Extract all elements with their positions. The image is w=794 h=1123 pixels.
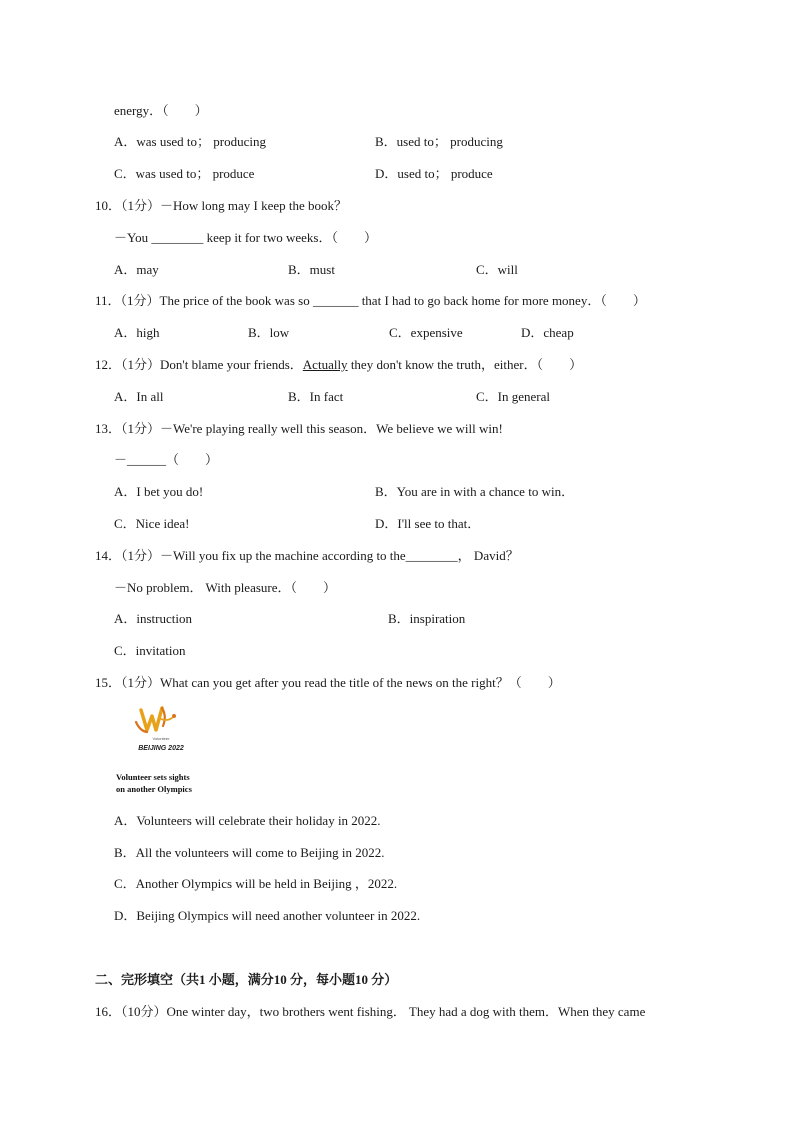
q12-option-a: A．In all [114, 389, 164, 404]
q13-option-a: A．I bet you do! [114, 484, 204, 499]
q15-option-a: A．Volunteers will celebrate their holiday in 2022. [114, 813, 381, 828]
logo-small-text: Volunteer [152, 736, 170, 741]
q10-option-a: A．may [114, 262, 159, 277]
q13-line2: －______（ ） [114, 452, 219, 467]
q14-option-c: C．invitation [114, 643, 186, 658]
q13-option-d: D．I'll see to that． [375, 516, 481, 531]
q9-option-c: C．was used to； produce [114, 166, 255, 181]
q12-stem [95, 357, 582, 373]
q14-line2: －No problem． With pleasure．（ ） [114, 580, 337, 595]
logo-brand-text: BEIJING 2022 [138, 745, 184, 752]
q14-option-b: B．inspiration [388, 611, 466, 626]
q15-option-c: C．Another Olympics will be held in Beijing ，2022. [114, 876, 398, 891]
q15-option-b: B．All the volunteers will come to Beijing in 2022. [114, 845, 385, 860]
q9-option-b: B．used to； producing [375, 134, 503, 149]
q10-option-b: B．must [288, 262, 335, 277]
section-heading: 二、完形填空（共1 小题，满分10 分，每小题10 分） [95, 972, 398, 987]
q12-stem-after: they don't know the truth，either．（ ） [347, 357, 583, 372]
news-headline-line2: on another Olympics [116, 784, 192, 794]
q10-line2: －You ________ keep it for two weeks．（ ） [114, 230, 377, 245]
q9-option-a: A．was used to； producing [114, 134, 267, 149]
q9-stem-tail: energy．（ ） [114, 103, 208, 118]
q11-stem: 11．（1分）The price of the book was so _______ that I had to go back home for more money．（ ） [95, 293, 646, 308]
q9-option-d: D．used to； produce [375, 166, 493, 181]
q13-stem: 13．（1分）－We're playing really well this season．We believe we will win! [95, 421, 503, 436]
q16-stem: 16．（10分）One winter day，two brothers went fishing． They had a dog with them．When they came [95, 1004, 646, 1019]
q11-option-b: B．low [248, 325, 290, 340]
q10-stem: 10．（1分）－How long may I keep the book？ [95, 198, 348, 213]
q14-stem: 14．（1分）－Will you fix up the machine according to the________， David？ [95, 548, 519, 563]
q12-option-b: B．In fact [288, 389, 344, 404]
q12-option-c: C．In general [476, 389, 551, 404]
q15-stem: 15．（1分）What can you get after you read the title of the news on the right？（ ） [95, 675, 561, 690]
q12-stem-before: 12．（1分）Don't blame your friends． [95, 357, 303, 372]
q12-underlined-word: Actually [302, 357, 348, 372]
q10-option-c: C．will [476, 262, 518, 277]
beijing-2022-volunteer-logo [114, 700, 214, 800]
q14-option-a: A．instruction [114, 611, 192, 626]
news-image [114, 700, 214, 800]
q11-option-d: D．cheap [521, 325, 574, 340]
q13-option-c: C．Nice idea! [114, 516, 190, 531]
q11-option-a: A．high [114, 325, 160, 340]
q15-option-d: D．Beijing Olympics will need another volunteer in 2022. [114, 908, 421, 923]
q13-option-b: B．You are in with a chance to win． [375, 484, 575, 499]
q11-option-c: C．expensive [389, 325, 463, 340]
news-headline-line1: Volunteer sets sights [116, 772, 190, 782]
